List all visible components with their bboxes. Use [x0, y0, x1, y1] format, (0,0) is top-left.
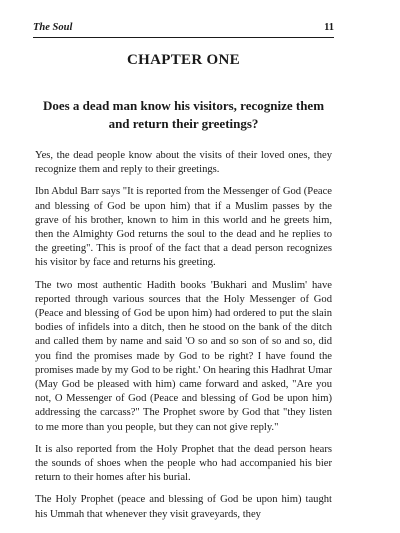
page-number: 11 — [324, 22, 334, 33]
running-title: The Soul — [33, 22, 73, 33]
paragraph: It is also reported from the Holy Prophet that the dead person hears the sounds of shoes when the people who had accompanied his bier return to their homes after his burial. — [35, 443, 332, 484]
chapter-title: CHAPTER ONE — [127, 52, 240, 68]
running-header — [33, 21, 334, 38]
section-heading: Does a dead man know his visitors, recognize them and return their greetings? — [42, 98, 325, 131]
paragraph: The Holy Prophet (peace and blessing of God be upon him) taught his Ummah that whenever they visit graveyards, they — [35, 494, 332, 520]
body-text — [35, 149, 332, 530]
paragraph: Yes, the dead people know about the visits of their loved ones, they recognize them and reply to their greetings. — [35, 150, 332, 176]
paragraph: Ibn Abdul Barr says "It is reported from the Messenger of God (Peace and blessing of God be upon him) that if a Muslim passes by the grave of his brother, known to him in this world and he greets him, then the Almighty God returns the soul to the dead and he replies to the greeting". This is proof of the fact that a dead person recognizes his visitor by face and returns his greeting. — [35, 186, 332, 269]
paragraph: The two most authentic Hadith books 'Bukhari and Muslim' have reported through various sources that the Holy Messenger of God (Peace and blessing of God be upon him) had ordered to put the slain bodies of infidels into a ditch, then he stood on the bank of the ditch and called them by name and said 'O so and so son of so and so, did you find the promises made by God to be right? I have found the promises made by my God to be right.' On hearing this Hadhrat Umar (May God be pleased with him) came forward and asked, "Are you not, O Messenger of God (Peace and blessing of God be upon him) addressing the carcass?" The Prophet swore by God that "they listen to me more than you people, but they can not give reply." — [35, 279, 332, 433]
